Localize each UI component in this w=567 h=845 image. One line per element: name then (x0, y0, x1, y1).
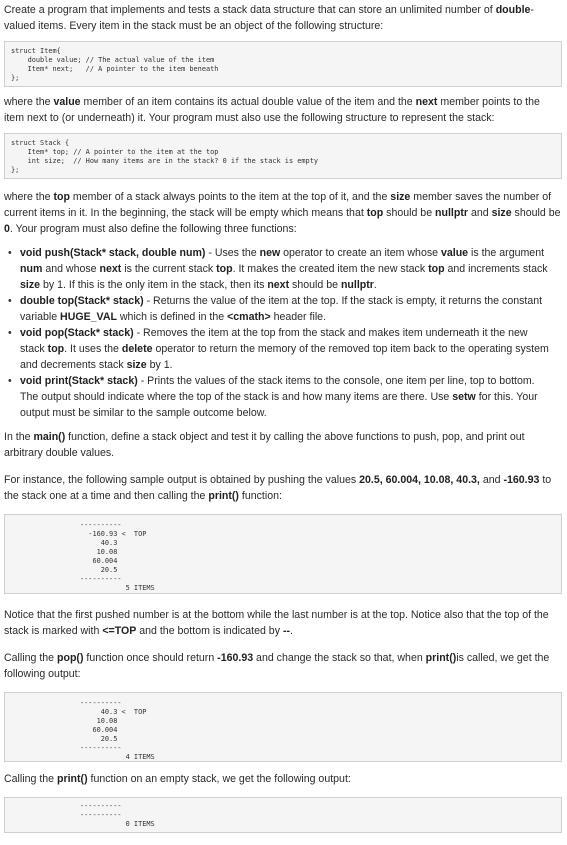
intro-paragraph (4, 2, 562, 34)
bold-term: top (366, 207, 384, 219)
text: which is defined in the (116, 311, 228, 323)
text: and change the stack so that, when (253, 652, 426, 664)
bold-term: size (126, 359, 147, 371)
bold-term: setw (452, 391, 476, 403)
text: member of an item contains its actual double value of the item and the (80, 96, 416, 108)
list-item-top (20, 293, 550, 325)
text: where the (4, 96, 54, 108)
text: for this. Your output must be similar to the sample outcome below. (20, 391, 538, 419)
bold-term: double (495, 4, 531, 16)
stack-struct-code: struct Stack { Item* top; // A pointer to the item at the top int size; // How many items are in the stack? 0 if the stack is empty }; (4, 133, 562, 179)
text: - Prints the values of the stack items to the console, one item per line, top to bottom. The output should indicate where the top of the stack is and how many items are there. Use (20, 375, 535, 403)
output-text: ---------- -160.93 < TOP 40.3 10.08 60.004 20.5 ---------- 5 ITEMS (80, 521, 155, 592)
text: is the argument (468, 247, 545, 259)
function-list (4, 245, 550, 421)
text: In the (4, 431, 34, 443)
text: For instance, the following sample output is obtained by pushing the values (4, 474, 360, 486)
text: Notice that the first pushed number is at the bottom while the last number is at the top. Notice also that the top of the stack is marked with (4, 609, 549, 637)
text: - Uses the (205, 247, 260, 259)
text: and increments stack (444, 263, 548, 275)
text: function: (238, 490, 282, 502)
bold-term: value (53, 96, 81, 108)
text: should be (383, 207, 436, 219)
text: and whose (42, 263, 100, 275)
sample-intro-paragraph (4, 472, 562, 504)
bold-term: void pop(Stack* stack) (20, 327, 134, 339)
bold-term: new (259, 247, 281, 259)
text: function once should return (83, 652, 218, 664)
bold-term: -160.93 (217, 652, 254, 664)
bold-term: nullptr (435, 207, 468, 219)
text: member of a stack always points to the item at the top of it, and the (69, 191, 391, 203)
list-item-push (20, 245, 550, 293)
text: should be (289, 279, 341, 291)
bold-term: -- (282, 625, 290, 637)
output-text: ---------- 40.3 < TOP 10.08 60.004 20.5 ---------- 4 ITEMS (80, 699, 155, 761)
bold-term: top (216, 263, 233, 275)
text: - Returns the value of the item at the top. If the stack is empty, it returns the constant variable (20, 295, 543, 323)
sample-output-four-items (4, 692, 562, 762)
text: should be (511, 207, 561, 219)
bold-term: HUGE_VAL (60, 311, 117, 323)
bold-term: main() (33, 431, 66, 443)
text: by 1. If this is the only item in the stack, then its (40, 279, 268, 291)
text: member saves the number of current items in it. In the beginning, the stack will be empty which means that (4, 191, 552, 219)
bold-term: <cmath> (227, 311, 271, 323)
list-item-pop (20, 325, 550, 373)
bold-term: pop() (57, 652, 84, 664)
text: and (468, 207, 492, 219)
bold-term: value (440, 247, 469, 259)
bold-term: top (428, 263, 445, 275)
output-text: ---------- ---------- 0 ITEMS (80, 802, 155, 828)
value-next-paragraph (4, 94, 562, 126)
text: member points to the item next to (or underneath) it. Your program must also use the following structure to represent the stack: (4, 96, 540, 124)
bold-term: top (47, 343, 65, 355)
bold-term: <=TOP (102, 625, 137, 637)
bold-term: size (491, 207, 512, 219)
text: . It makes the created item the new stack (232, 263, 429, 275)
sample-output-zero-items (4, 797, 562, 833)
text: is called, we get the following output: (4, 652, 550, 680)
text: Calling the (4, 773, 57, 785)
text: is the current stack (121, 263, 217, 275)
text: where the (4, 191, 54, 203)
bold-term: delete (121, 343, 153, 355)
bold-term: -160.93 (503, 474, 540, 486)
bold-term: 0 (4, 223, 10, 235)
text: and the bottom is indicated by (136, 625, 283, 637)
bold-term: top (53, 191, 70, 203)
empty-stack-paragraph (4, 771, 562, 787)
text: - Removes the item at the top from the stack and makes item underneath it the new stack (20, 327, 528, 355)
text: Create a program that implements and tests a stack data structure that can store an unlimited number of (4, 4, 496, 16)
text: Calling the (4, 652, 57, 664)
text: -valued items. Every item in the stack must be an object of the following structure: (4, 4, 534, 32)
bold-term: size (390, 191, 411, 203)
text: to the stack one at a time and then calling the (4, 474, 552, 502)
bold-term: print() (57, 773, 88, 785)
bold-term: print() (208, 490, 239, 502)
text: and (479, 474, 504, 486)
stack-members-paragraph (4, 189, 562, 237)
bold-term: print() (425, 652, 457, 664)
list-item-print (20, 373, 550, 421)
bold-term: next (267, 279, 290, 291)
bold-term: void push(Stack* stack, double num) (20, 247, 206, 259)
bold-term: double top(Stack* stack) (20, 295, 144, 307)
bold-term: size (20, 279, 41, 291)
text: operator to create an item whose (280, 247, 441, 259)
text: . It uses the (64, 343, 122, 355)
text: operator to return the memory of the removed top item back to the operating system and decrements stack (20, 343, 549, 371)
bold-term: void print(Stack* stack) (20, 375, 138, 387)
item-struct-code: struct Item{ double value; // The actual value of the item Item* next; // A pointer to the item beneath }; (4, 41, 562, 87)
pop-paragraph (4, 650, 562, 682)
text: function on an empty stack, we get the following output: (87, 773, 351, 785)
bold-term: 20.5, 60.004, 10.08, 40.3, (359, 474, 480, 486)
bold-term: next (99, 263, 122, 275)
text: by 1. (146, 359, 173, 371)
main-function-paragraph (4, 429, 544, 461)
text: header file. (270, 311, 327, 323)
bold-term: next (415, 96, 438, 108)
sample-output-five-items (4, 514, 562, 594)
text: . (373, 279, 377, 291)
text: . (290, 625, 293, 637)
bold-term: num (20, 263, 43, 275)
notice-paragraph (4, 607, 562, 639)
bold-term: nullptr (340, 279, 374, 291)
text: . Your program must also define the following three functions: (9, 223, 297, 235)
text: function, define a stack object and test it by calling the above functions to push, pop, and print out arbitrary double values. (4, 431, 525, 459)
